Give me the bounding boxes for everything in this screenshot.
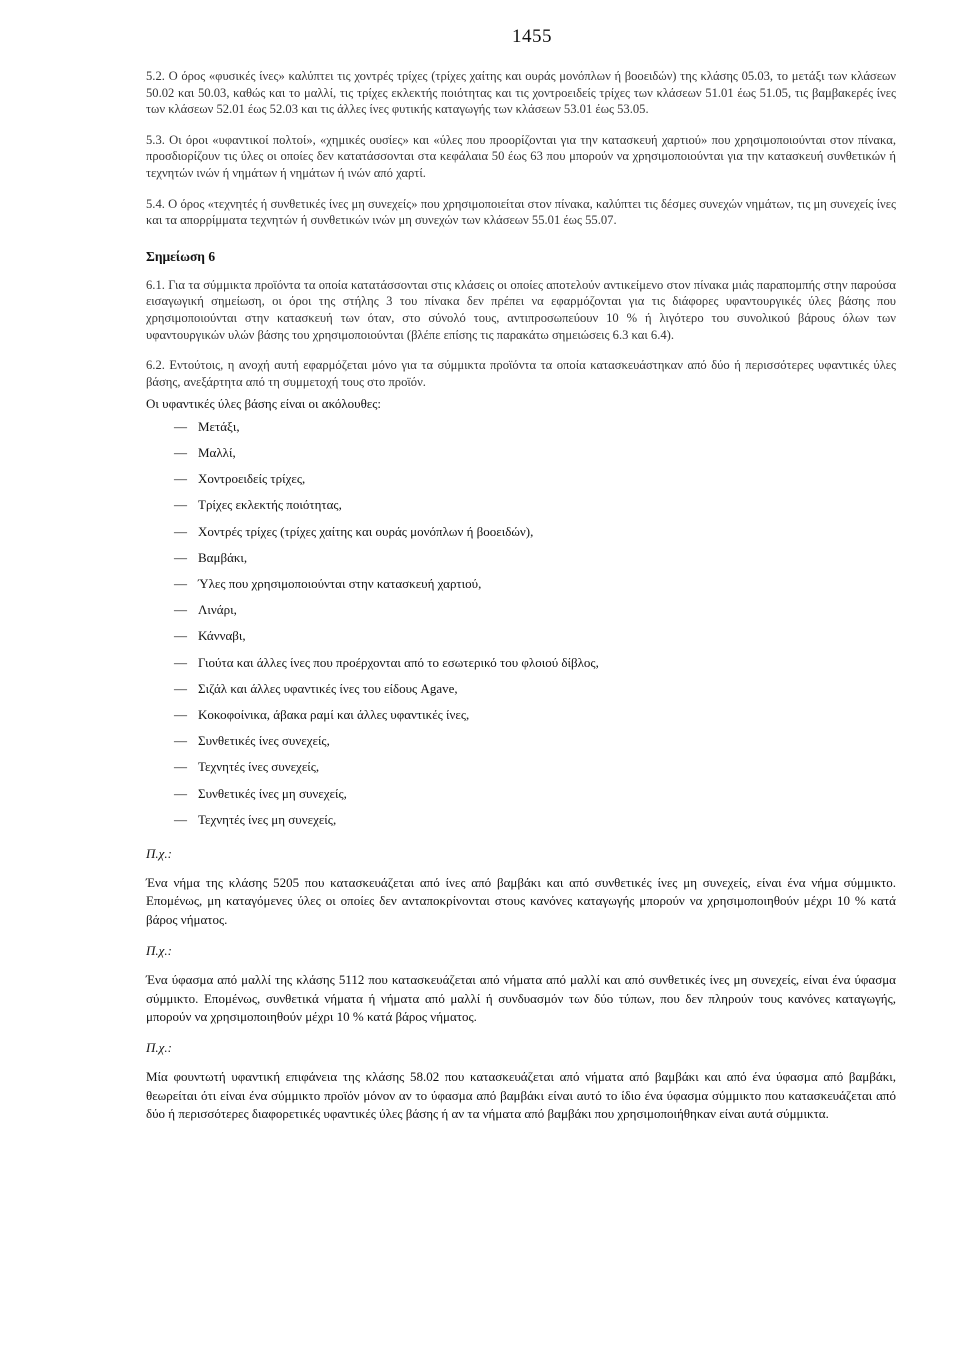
page-content xyxy=(146,68,896,1138)
list-item: — Τεχνητές ίνες μη συνεχείς, xyxy=(174,811,337,827)
example-paragraph: Ένα ύφασμα από μαλλί της κλάσης 5112 που κατασκευάζεται από νήματα από μαλλί και από συνθετικές ίνες μη συνεχείς, είναι ένα ύφασμα σύμμικτο. Επομένως, συνθετικά νήματα ή νήματα από μαλλί ή συνδυασμόν των δύο τύπων, που δεν πληρούν τους κανόνες καταγωγής, μπορούν να χρησιμοποιηθούν μέχρι 10 % κατά βάρος νήματος. xyxy=(146,972,896,1024)
list-item: — Βαμβάκι, xyxy=(174,549,248,565)
list-item: — Τρίχες εκλεκτής ποιότητας, xyxy=(174,497,342,513)
note-6-2: 6.2. Εντούτοις, η ανοχή αυτή εφαρμόζεται μόνο για τα σύμμικτα προϊόντα τα οποία κατασκευάστηκαν από δύο ή περισσότερες υφαντικές ύλες βάσης, ανεξάρτητα από τη συμμετοχή τους στο προϊόν. xyxy=(146,358,896,389)
example-paragraph: Ένα νήμα της κλάσης 5205 που κατασκευάζεται από ίνες από βαμβάκι και από συνθετικές ίνες μη συνεχείς, είναι ένα νήμα σύμμικτο. Επομένως, μη καταγόμενες ύλες οι οποίες δεν ανταποκρίνονται στους κανόνες καταγωγής μπορούν να χρησιμοποιηθούν μέχρι 10 % κατά βάρος νήματος. xyxy=(146,874,896,927)
list-item: — Χοντρές τρίχες (τρίχες χαίτης και ουράς μονόπλων ή βοοειδών), xyxy=(174,523,534,539)
list-item: — Ύλες που χρησιμοποιούνται στην κατασκευή χαρτιού, xyxy=(174,576,482,592)
note-5-2: 5.2. Ο όρος «φυσικές ίνες» καλύπτει τις χοντρές τρίχες (τρίχες χαίτης και ουράς μονόπλων ή βοοειδών) της κλάσης 05.03, το μετάξι των κλάσεων 50.02 και 50.03, καθώς και το μαλλί, τις τρίχες εκλεκτής ποιότητας και τις χοντροειδείς τρίχες των κλάσεων 51.01 έως 51.05, τις βαμβακερές ίνες των κλάσεων 52.01 έως 52.03 και τις άλλες ίνες φυτικής καταγωγής των κλάσεων 53.01 έως 53.05. xyxy=(146,69,896,117)
list-intro: Οι υφαντικές ύλες βάσης είναι οι ακόλουθες: xyxy=(146,396,382,412)
list-item: — Γιούτα και άλλες ίνες που προέρχονται από το εσωτερικό του φλοιού δίβλος, xyxy=(174,654,599,670)
list-item: — Σιζάλ και άλλες υφαντικές ίνες του είδους Agave, xyxy=(174,680,458,696)
example-label: Π.χ.: xyxy=(146,1040,172,1056)
example-paragraph: Μία φουντωτή υφαντική επιφάνεια της κλάσης 58.02 που κατασκευάζεται από νήματα από βαμβάκι και από ένα ύφασμα από βαμβάκι, θεωρείται ότι είναι ένα σύμμικτο προϊόν μόνον αν το ύφασμα από βαμβάκι είναι αυτό το ίδιο ένα ύφασμα σύμμικτο που κατασκευάζεται από δύο ή περισσότερες διαφορετικές υφαντικές ύλες βάσης ή αν τα νήματα από βαμβάκι που χρησιμοποιήθηκαν είναι αυτά σύμμικτα. xyxy=(146,1069,896,1122)
list-item: — Κοκοφοίνικα, άβακα ραμί και άλλες υφαντικές ίνες, xyxy=(174,706,470,722)
note-6-heading: Σημείωση 6 xyxy=(146,248,216,264)
note-5-3: 5.3. Οι όροι «υφαντικοί πολτοί», «χημικές ουσίες» και «ύλες που προορίζονται για την κατασκευή χαρτιού» που χρησιμοποιούνται στον πίνακα, προσδιορίζουν τις ύλες οι οποίες δεν κατατάσσονται στα κεφάλαια 50 έως 63 που μπορούν να χρησιμοποιούνται για την κατασκευή συνθετικών ή τεχνητών ινών ή νημάτων ή νημάτων ή ινών από χαρτί. xyxy=(146,132,896,180)
base-materials-list xyxy=(174,419,896,838)
note-6-1: 6.1. Για τα σύμμικτα προϊόντα τα οποία κατατάσσονται στις κλάσεις οι οποίες αποτελούν αντικείμενο στον πίνακα μιάς παραπομπής στην παρούσα εισαγωγική σημείωση, οι όροι της στήλης 3 του πίνακα δεν πρέπει να εφαρμόζονται για τις διάφορες υφαντουργικές ύλες βάσης που χρησιμοποιούνται στην κατασκευή των όταν, στο σύνολό τους, αντιπροσωπεύουν 10 % ή λιγότερο του συνολικού βάρους όλων των υφαντουργικών υλών βάσης του χρησιμοποιούνται (βλέπε επίσης τις παρακάτω σημειώσεις 6.3 και 6.4). xyxy=(146,277,896,342)
example-label: Π.χ.: xyxy=(146,943,172,959)
list-item: — Συνθετικές ίνες συνεχείς, xyxy=(174,733,330,749)
list-item: — Χοντροειδείς τρίχες, xyxy=(174,471,306,487)
list-item: — Λινάρι, xyxy=(174,602,237,618)
example-label: Π.χ.: xyxy=(146,845,172,861)
note-5-4: 5.4. Ο όρος «τεχνητές ή συνθετικές ίνες μη συνεχείς» που χρησιμοποιείται στον πίνακα, καλύπτει τις δέσμες συνεχών νημάτων, τις μη συνεχείς ίνες και τα απορρίμματα τεχνητών ή συνθετικών ινών μη συνεχών των κλάσεων 55.01 έως 55.07. xyxy=(146,196,896,228)
list-item: — Κάνναβι, xyxy=(174,628,246,644)
list-item: — Τεχνητές ίνες συνεχείς, xyxy=(174,759,320,775)
page-number: 1455 xyxy=(512,26,552,47)
list-item: — Μαλλί, xyxy=(174,445,236,461)
list-item: — Μετάξι, xyxy=(174,418,240,434)
list-item: — Συνθετικές ίνες μη συνεχείς, xyxy=(174,785,347,801)
